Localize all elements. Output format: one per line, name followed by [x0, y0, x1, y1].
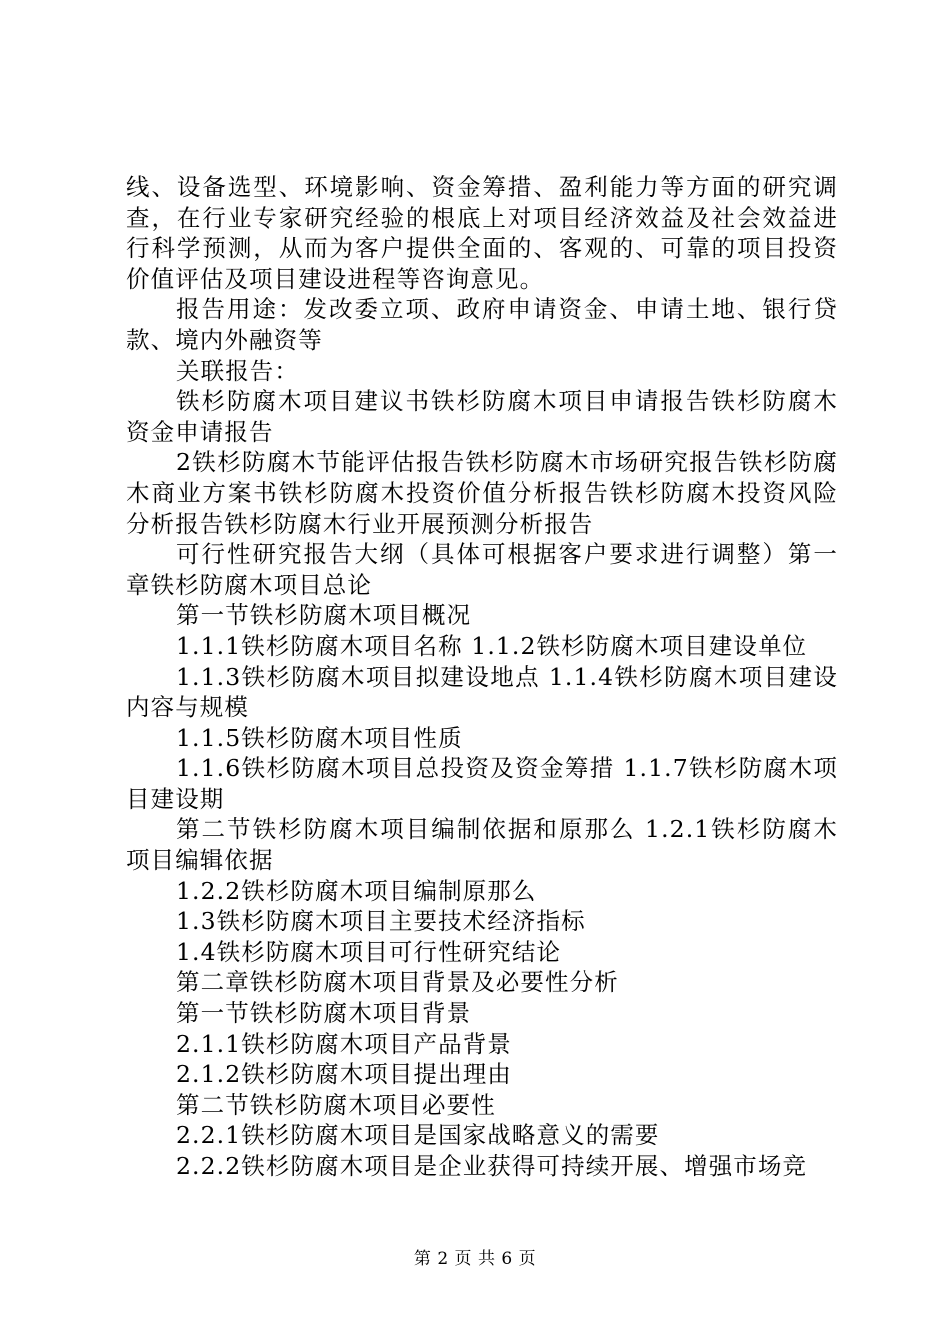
outline-item: 2.1.2铁杉防腐木项目提出理由: [176, 1060, 512, 1089]
outline-item: 1.1.5铁杉防腐木项目性质: [176, 723, 463, 752]
outline-item: 1.2.2铁杉防腐木项目编制原那么: [176, 876, 537, 905]
outline-item: 2.1.1铁杉防腐木项目产品背景: [176, 1029, 512, 1058]
body-paragraph: 可行性研究报告大纲（具体可根据客户要求进行调整）第一章铁杉防腐木项目总论: [126, 540, 838, 599]
chapter-heading: 第二章铁杉防腐木项目背景及必要性分析: [176, 968, 619, 997]
body-paragraph: 报告用途：发改委立项、政府申请资金、申请土地、银行贷款、境内外融资等: [126, 295, 838, 354]
section-heading: 第一节铁杉防腐木项目概况: [176, 601, 472, 630]
body-paragraph: 2铁杉防腐木节能评估报告铁杉防腐木市场研究报告铁杉防腐木商业方案书铁杉防腐木投资价值分析报告铁杉防腐木投资风险分析报告铁杉防腐木行业开展预测分析报告: [126, 448, 838, 538]
page-number-label: 第 2 页 共 6 页: [413, 1249, 537, 1269]
section-heading: 第一节铁杉防腐木项目背景: [176, 999, 472, 1028]
body-paragraph: 关联报告：: [176, 356, 299, 385]
outline-item: 1.1.6铁杉防腐木项目总投资及资金筹措 1.1.7铁杉防腐木项目建设期: [126, 754, 838, 813]
outline-item: 2.2.2铁杉防腐木项目是企业获得可持续开展、增强市场竞: [176, 1152, 808, 1180]
section-heading: 第二节铁杉防腐木项目编制依据和原那么 1.2.1铁杉防腐木项目编辑依据: [126, 815, 838, 875]
body-paragraph: 线、设备选型、环境影响、资金筹措、盈利能力等方面的研究调查，在行业专家研究经验的根底上对项目经济效益及社会效益进行科学预测，从而为客户提供全面的、客观的、可靠的项目投资价值评估及项目建设进程等咨询意见。: [126, 173, 838, 293]
outline-item: 1.3铁杉防腐木项目主要技术经济指标: [176, 907, 586, 936]
outline-item: 1.4铁杉防腐木项目可行性研究结论: [176, 937, 562, 966]
page-footer: [0, 1244, 950, 1269]
section-heading: 第二节铁杉防腐木项目必要性: [176, 1090, 496, 1119]
body-paragraph: 铁杉防腐木项目建议书铁杉防腐木项目申请报告铁杉防腐木资金申请报告: [126, 387, 838, 446]
outline-item: 1.1.1铁杉防腐木项目名称 1.1.2铁杉防腐木项目建设单位: [176, 631, 808, 660]
outline-item: 1.1.3铁杉防腐木项目拟建设地点 1.1.4铁杉防腐木项目建设内容与规模: [126, 662, 838, 722]
document-body: [126, 172, 838, 1182]
outline-item: 2.2.1铁杉防腐木项目是国家战略意义的需要: [176, 1121, 660, 1150]
